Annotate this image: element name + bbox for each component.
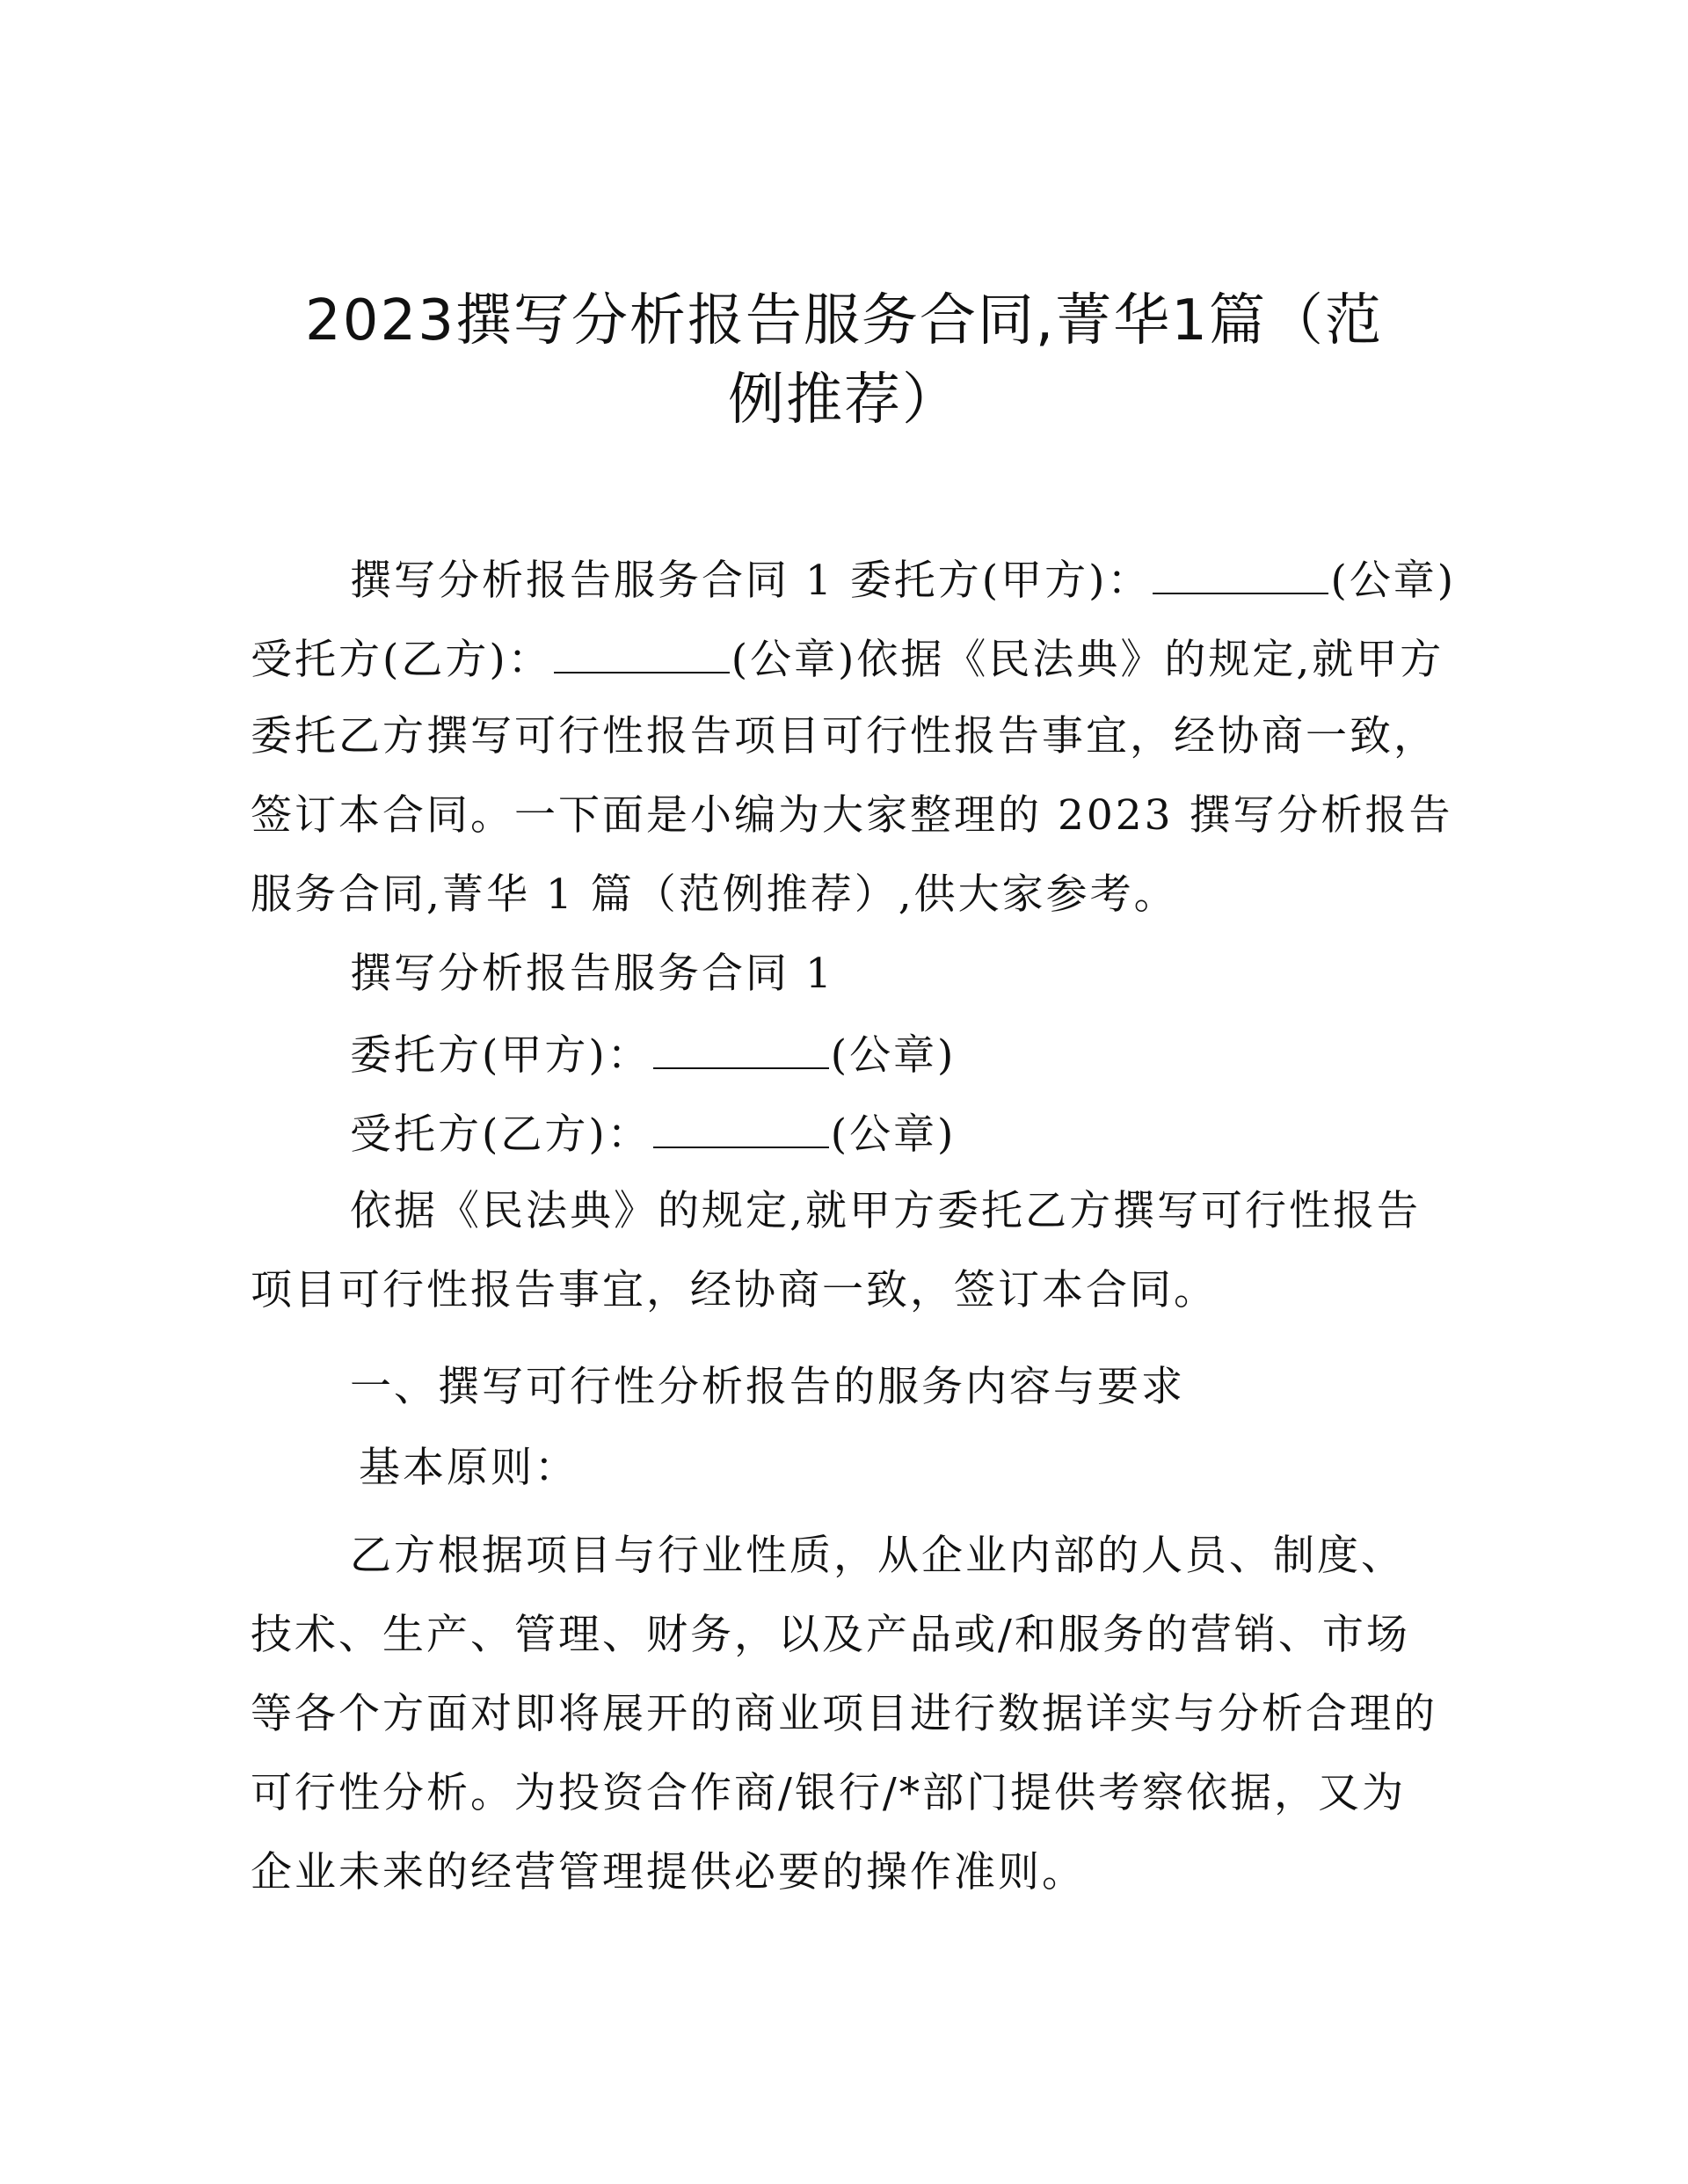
signature-blank: [653, 1027, 829, 1069]
intro-text: 受托方(乙方)：: [251, 636, 552, 684]
party-b-label: 受托方(乙方)：: [350, 1110, 651, 1159]
party-a-label: 委托方(甲方)：: [350, 1031, 651, 1080]
document-title-line-2: 例推荐）: [728, 368, 960, 433]
intro-line-5: 服务合同,菁华 1 篇（范例推荐）,供大家参考。: [251, 870, 1178, 919]
intro-line-3: 委托乙方撰写可行性报告项目可行性报告事宜，经协商一致，: [251, 712, 1437, 761]
contract-heading: 撰写分析报告服务合同 1: [350, 950, 834, 998]
intro-line-4: 签订本合同。一下面是小编为大家整理的 2023 撰写分析报告: [251, 791, 1453, 840]
principle-line-5: 企业未来的经营管理提供必要的操作准则。: [251, 1848, 1086, 1896]
signature-blank: [554, 631, 730, 673]
party-a-line: [350, 1027, 956, 1082]
principle-heading: 基本原则：: [359, 1444, 578, 1492]
principle-line-1: 乙方根据项目与行业性质，从企业内部的人员、制度、: [350, 1532, 1405, 1580]
signature-blank: [1153, 552, 1328, 594]
basis-line-1: 依据《民法典》的规定,就甲方委托乙方撰写可行性报告: [350, 1187, 1421, 1235]
signature-blank: [653, 1106, 829, 1148]
principle-line-3: 等各个方面对即将展开的商业项目进行数据详实与分析合理的: [251, 1690, 1437, 1738]
intro-line-1: [350, 552, 1456, 608]
document-title-line-1: 2023撰写分析报告服务合同,菁华1篇（范: [305, 288, 1383, 353]
intro-text: 撰写分析报告服务合同 1 委托方(甲方)：: [350, 557, 1152, 605]
section-1-heading: 一、撰写可行性分析报告的服务内容与要求: [350, 1363, 1185, 1411]
intro-line-2: [251, 631, 1444, 687]
party-b-seal: (公章): [830, 1110, 957, 1159]
party-b-line: [350, 1106, 956, 1161]
intro-text: (公章): [1330, 557, 1457, 605]
basis-line-2: 项目可行性报告事宜，经协商一致，签订本合同。: [251, 1266, 1218, 1314]
principle-line-2: 技术、生产、管理、财务，以及产品或/和服务的营销、市场: [251, 1611, 1410, 1659]
intro-text: (公章)依据《民法典》的规定,就甲方: [731, 636, 1444, 684]
principle-line-4: 可行性分析。为投资合作商/银行/*部门提供考察依据，又为: [251, 1769, 1407, 1817]
party-a-seal: (公章): [830, 1031, 957, 1080]
